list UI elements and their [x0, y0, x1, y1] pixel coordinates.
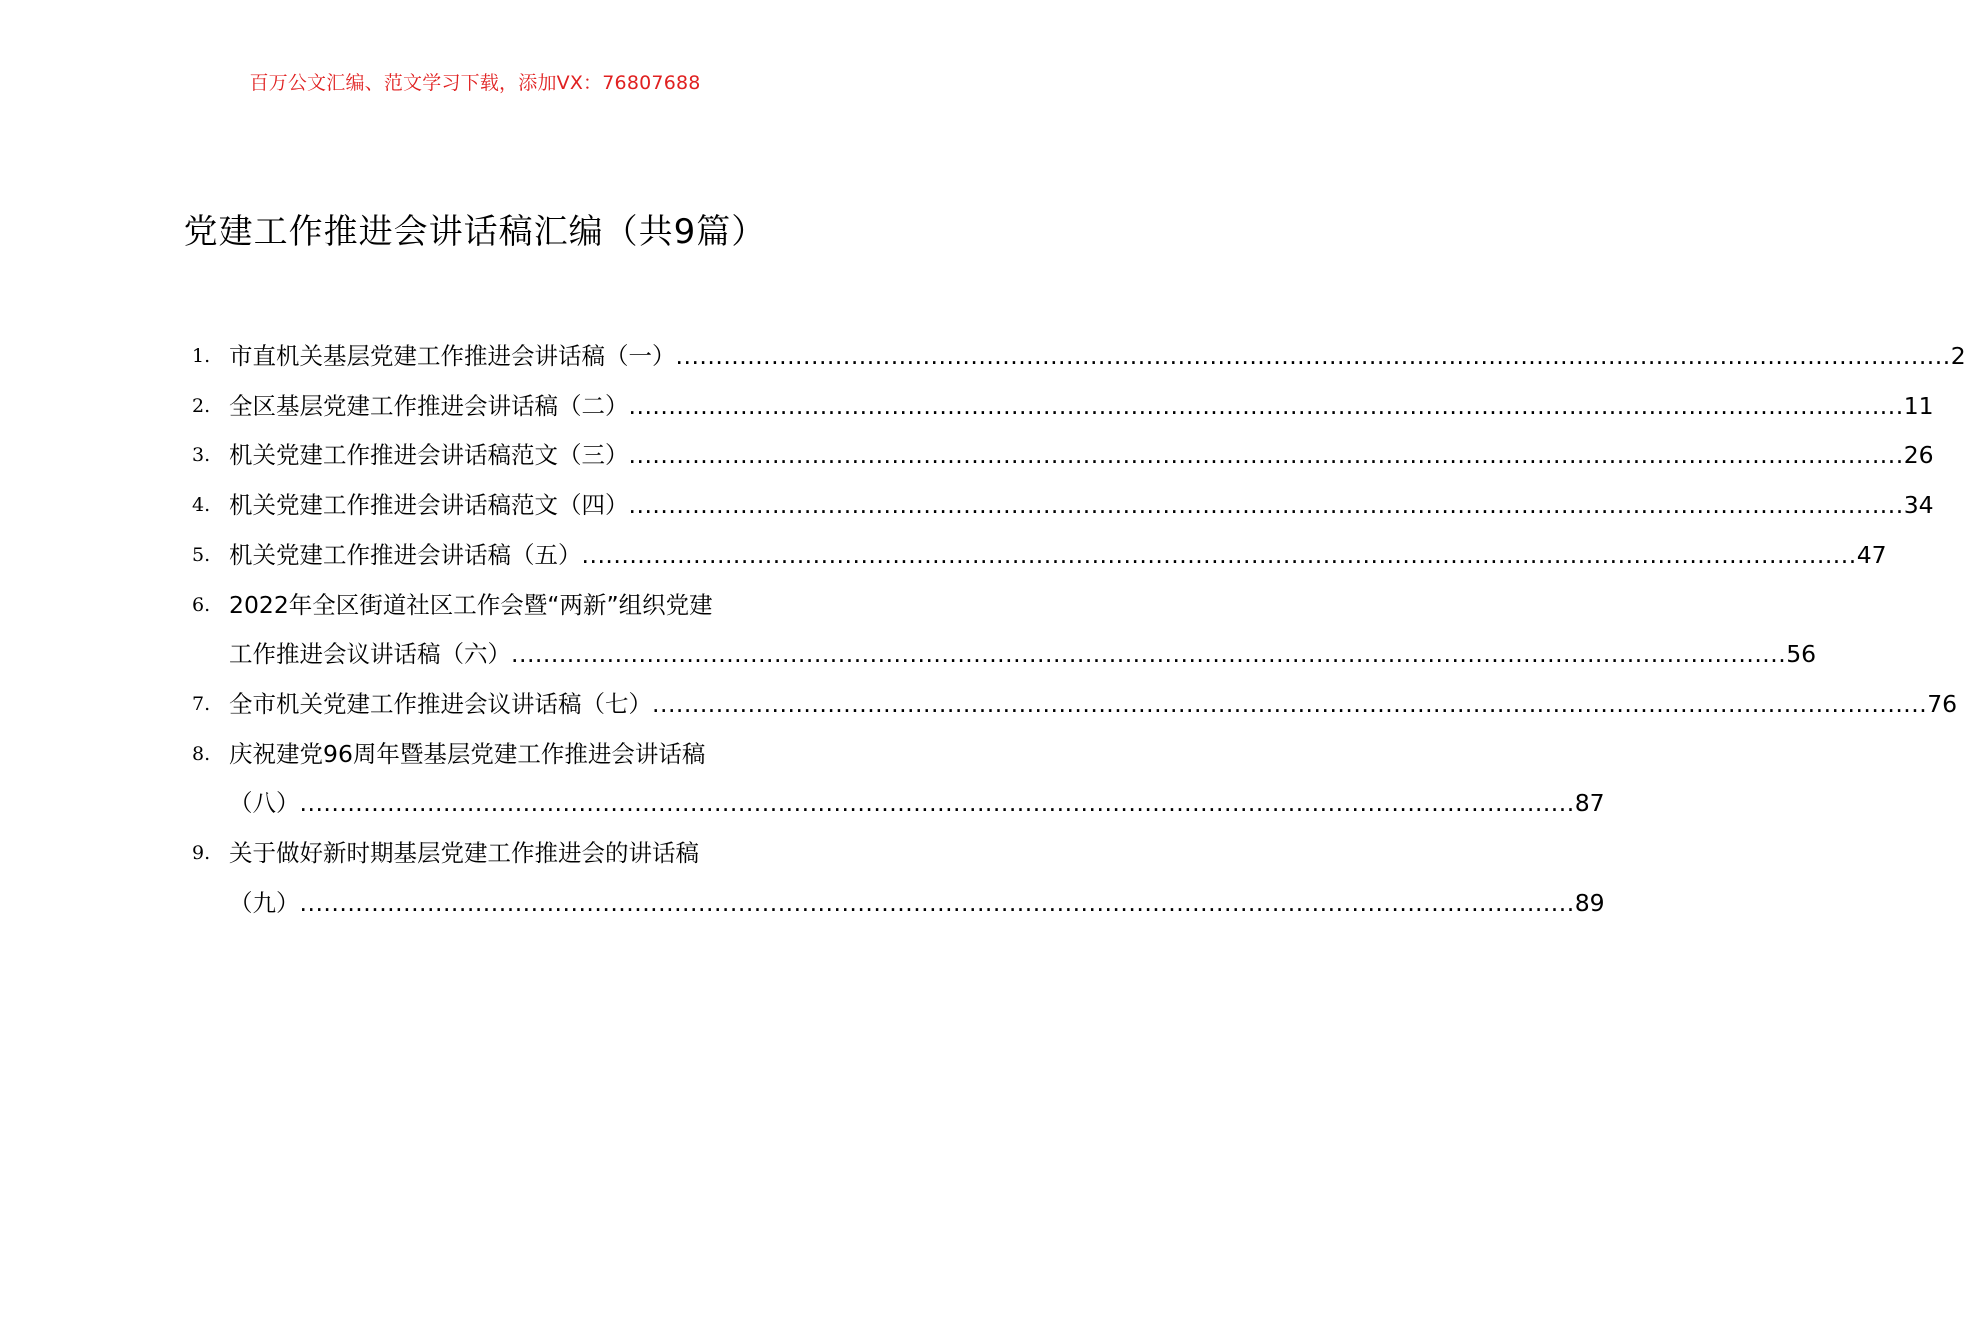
toc-entry[interactable] [192, 581, 1817, 680]
toc-page-number: 76 [1927, 689, 1958, 718]
toc-page-number: 11 [1903, 391, 1934, 420]
toc-entry-body [229, 829, 1605, 928]
toc-dot-leader [629, 431, 1904, 481]
toc-entry[interactable] [192, 730, 1605, 829]
toc-entry-number: 1. [192, 345, 211, 367]
toc-entry-body [229, 581, 1816, 680]
toc-entry-line [229, 531, 1887, 581]
toc-entry-line [229, 630, 1816, 680]
toc-entry-number: 2. [192, 394, 211, 417]
toc-entry[interactable] [192, 382, 1934, 432]
toc-dot-leader [300, 779, 1575, 829]
toc-entry-number: 8. [192, 742, 211, 765]
toc-entry-line [229, 680, 1957, 730]
toc-entry-title: 工作推进会议讲话稿（六） [229, 640, 511, 669]
toc-entry[interactable] [192, 431, 1934, 481]
document-title: 党建工作推进会讲话稿汇编（共9篇） [183, 212, 767, 252]
toc-entry-title: 全区基层党建工作推进会讲话稿（二） [229, 391, 629, 420]
toc-entry-line [229, 431, 1934, 481]
toc-entry-body [229, 531, 1887, 581]
toc-dot-leader [652, 680, 1927, 730]
toc-entry-number: 7. [192, 692, 211, 715]
toc-dot-leader [629, 481, 1904, 531]
toc-entry-title: 关于做好新时期基层党建工作推进会的讲话稿 [229, 839, 699, 868]
toc-entry-title: 机关党建工作推进会讲话稿范文（四） [229, 491, 629, 520]
toc-entry-line [229, 879, 1605, 929]
toc-entry-body [229, 730, 1605, 829]
toc-entry-body [229, 680, 1957, 730]
toc-entry-number: 5. [192, 543, 211, 566]
toc-entry-body [229, 382, 1934, 432]
toc-page-number: 87 [1574, 789, 1605, 818]
toc-entry-line [229, 382, 1934, 432]
toc-entry-title: 市直机关基层党建工作推进会讲话稿（一） [229, 342, 676, 370]
toc-entry-body [229, 332, 1966, 382]
toc-entry-number: 6. [192, 593, 211, 616]
toc-page-number: 34 [1903, 491, 1934, 520]
toc-entry-line [229, 332, 1966, 382]
toc-entry[interactable] [192, 680, 1958, 730]
toc-entry-title: （八） [229, 789, 300, 818]
toc-entry[interactable] [192, 481, 1934, 531]
toc-entry[interactable] [192, 531, 1887, 581]
toc-page-number: 89 [1574, 888, 1605, 917]
toc-page-number: 56 [1786, 640, 1817, 669]
toc-entry-line [229, 779, 1605, 829]
toc-dot-leader [511, 630, 1786, 680]
toc-entry-line [229, 481, 1934, 531]
toc-entry-line [229, 581, 1816, 631]
toc-entry-title: 机关党建工作推进会讲话稿（五） [229, 540, 582, 569]
toc-dot-leader [676, 332, 1951, 382]
toc-dot-leader [300, 879, 1575, 929]
toc-page-number: 47 [1856, 540, 1887, 569]
toc-entry-body [229, 481, 1934, 531]
toc-entry-title: （九） [229, 888, 300, 917]
toc-entry[interactable] [192, 332, 1966, 382]
toc-page-number: 2 [1950, 342, 1966, 370]
toc-entry-title: 全市机关党建工作推进会议讲话稿（七） [229, 689, 652, 718]
toc-entry[interactable] [192, 829, 1605, 928]
toc-dot-leader [582, 531, 1857, 581]
toc-entry-line [229, 730, 1605, 780]
toc-entry-number: 9. [192, 842, 211, 865]
toc-page-number: 26 [1903, 441, 1934, 470]
table-of-contents [192, 332, 1966, 928]
toc-entry-number: 4. [192, 494, 211, 517]
header-note: 百万公文汇编、范文学习下载，添加VX：76807688 [249, 72, 701, 94]
toc-entry-title: 2022年全区街道社区工作会暨“两新”组织党建 [229, 590, 713, 619]
toc-dot-leader [629, 382, 1904, 432]
toc-entry-body [229, 431, 1934, 481]
toc-entry-line [229, 829, 1605, 879]
toc-entry-title: 庆祝建党96周年暨基层党建工作推进会讲话稿 [229, 739, 706, 768]
toc-entry-number: 3. [192, 444, 211, 467]
toc-entry-title: 机关党建工作推进会讲话稿范文（三） [229, 441, 629, 470]
